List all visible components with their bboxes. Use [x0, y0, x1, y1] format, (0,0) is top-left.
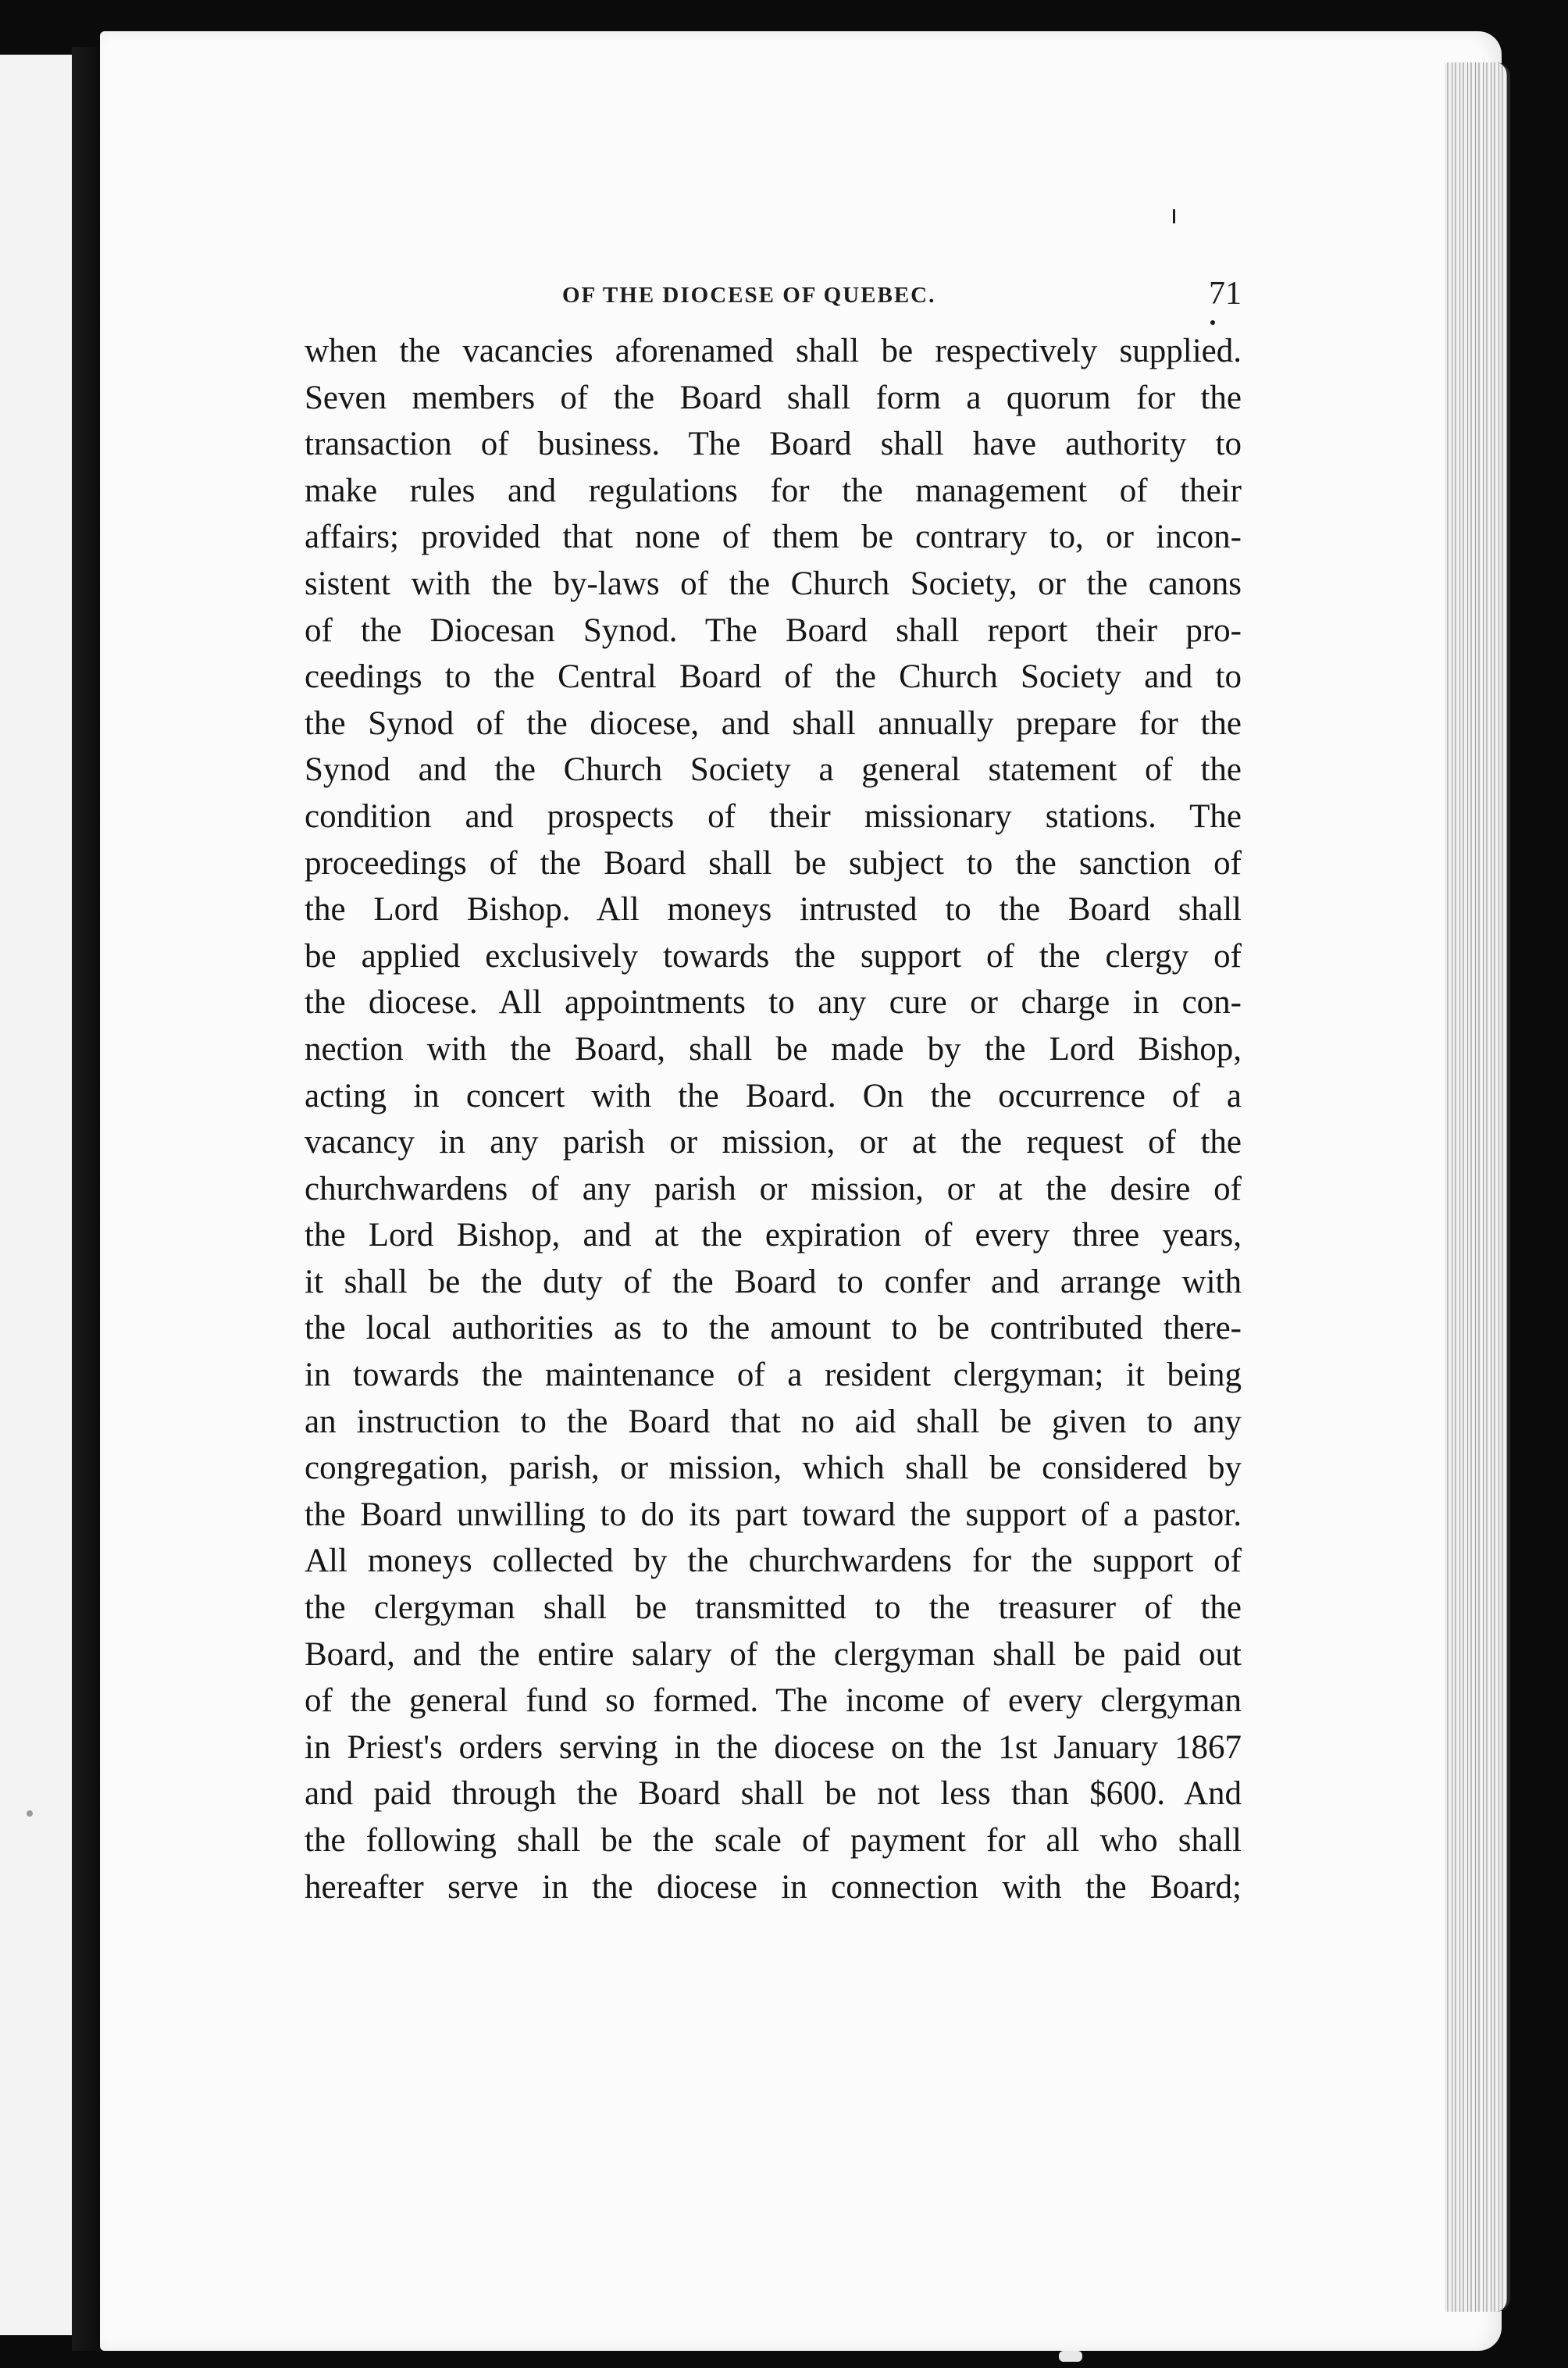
text-line: proceedings of the Board shall be subject to the sanction of	[305, 844, 1242, 882]
text-line: the Lord Bishop. All moneys intrusted to the Board shall	[305, 891, 1242, 929]
text-line: All moneys collected by the churchwardens for the support of	[305, 1542, 1242, 1580]
text-line: the Board unwilling to do its part toward the support of a pastor.	[305, 1496, 1242, 1533]
text-line: churchwardens of any parish or mission, or at the desire of	[305, 1170, 1242, 1207]
text-line: the Synod of the diocese, and shall annually prepare for the	[305, 704, 1242, 742]
text-line: the clergyman shall be transmitted to the treasurer of the	[305, 1589, 1242, 1627]
page-edge-stack	[1445, 62, 1510, 2312]
text-line: condition and prospects of their missionary stations. The	[305, 797, 1242, 835]
text-line: the local authorities as to the amount to be contributed there-	[305, 1310, 1242, 1347]
text-line: in towards the maintenance of a resident clergyman; it being	[305, 1357, 1242, 1394]
text-line: it shall be the duty of the Board to confer and arrange with	[305, 1263, 1242, 1300]
text-line: the Lord Bishop, and at the expiration of every three years,	[305, 1217, 1242, 1254]
text-line: in Priest's orders serving in the diocese on the 1st January 1867	[305, 1728, 1242, 1766]
scan-speck	[1173, 209, 1175, 223]
scan-speck	[1059, 2351, 1082, 2362]
text-line: be applied exclusively towards the support of the clergy of	[305, 937, 1242, 975]
text-line: of the general fund so formed. The income of every clergyman	[305, 1682, 1242, 1720]
text-line: hereafter serve in the diocese in connection with the Board;	[305, 1868, 1242, 1906]
text-line: Board, and the entire salary of the clergyman shall be paid out	[305, 1635, 1242, 1673]
text-line: the following shall be the scale of payment for all who shall	[305, 1822, 1242, 1859]
text-line: an instruction to the Board that no aid shall be given to any	[305, 1403, 1242, 1440]
text-line: when the vacancies aforenamed shall be respectively supplied.	[305, 333, 1242, 369]
text-line: nection with the Board, shall be made by the Lord Bishop,	[305, 1030, 1242, 1068]
text-line: ceedings to the Central Board of the Church Society and to	[305, 658, 1242, 696]
scan-speck	[1210, 320, 1215, 325]
previous-page-edge	[0, 55, 80, 2335]
scan-speck	[27, 1810, 33, 1817]
page-number: 71	[1209, 276, 1242, 312]
text-line: transaction of business. The Board shall have authority to	[305, 426, 1242, 463]
text-line: acting in concert with the Board. On the occurrence of a	[305, 1077, 1242, 1114]
gutter-shadow	[72, 47, 103, 2351]
text-line: make rules and regulations for the management of their	[305, 472, 1242, 509]
text-line: the diocese. All appointments to any cure or charge in con-	[305, 984, 1242, 1022]
text-line: sistent with the by-laws of the Church Society, or the canons	[305, 565, 1242, 602]
body-text	[305, 328, 1242, 1910]
running-header: OF THE DIOCESE OF QUEBEC.	[562, 283, 936, 308]
text-line: congregation, parish, or mission, which shall be considered by	[305, 1450, 1242, 1487]
text-line: affairs; provided that none of them be contrary to, or incon-	[305, 519, 1242, 556]
text-line: Synod and the Church Society a general statement of the	[305, 751, 1242, 789]
text-line: and paid through the Board shall be not less than $600. And	[305, 1775, 1242, 1813]
text-line: vacancy in any parish or mission, or at the request of the	[305, 1124, 1242, 1161]
text-line: Seven members of the Board shall form a quorum for the	[305, 379, 1242, 416]
text-line: of the Diocesan Synod. The Board shall report their pro-	[305, 612, 1242, 649]
